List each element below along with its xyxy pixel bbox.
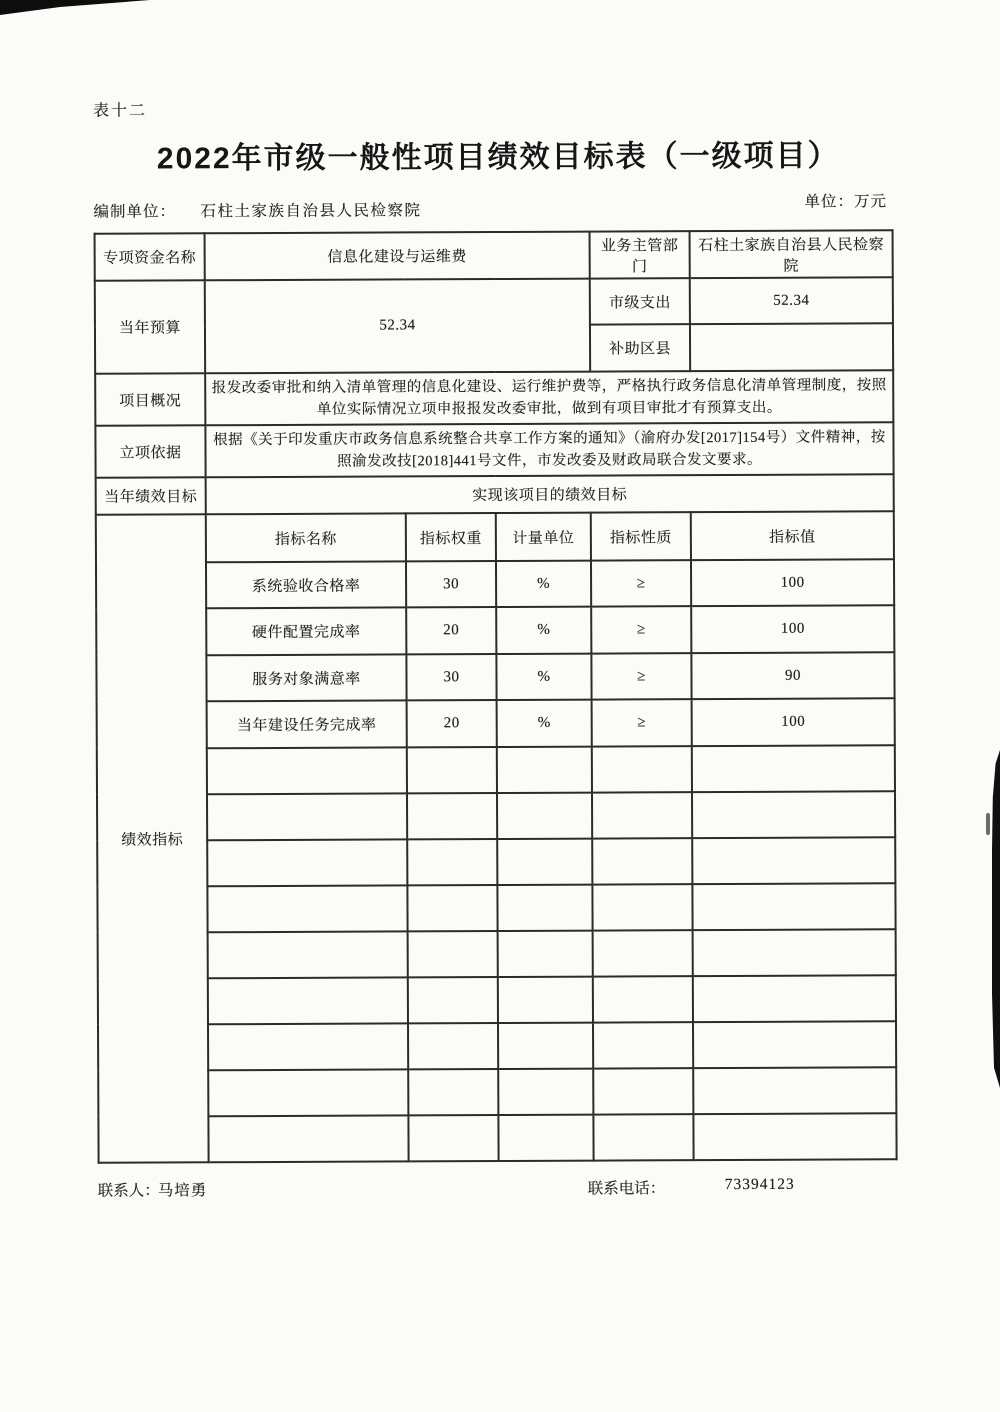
indicator-nature: ≥ <box>591 653 691 699</box>
empty-cell <box>408 931 498 977</box>
overview-text-cell: 报发改委审批和纳入清单管理的信息化建设、运行维护费等，严格执行政务信息化清单管理制度，按照单位实际情况立项申报报发改委审批，做到有项目审批才有预算支出。 <box>205 370 893 425</box>
indicator-name: 服务对象满意率 <box>206 654 406 701</box>
empty-cell <box>208 1023 408 1070</box>
empty-cell <box>593 1022 693 1068</box>
empty-cell <box>693 1113 896 1160</box>
unit-label: 单位：万元 <box>804 193 887 211</box>
empty-cell <box>593 976 693 1022</box>
annual-goal-value-cell: 实现该项目的绩效目标 <box>206 474 894 514</box>
indicator-name: 系统验收合格率 <box>206 561 406 608</box>
empty-cell <box>497 793 592 839</box>
page-title: 2022年市级一般性项目绩效目标表（一级项目） <box>156 139 840 176</box>
empty-cell <box>207 839 407 886</box>
indicator-name: 当年建设任务完成率 <box>207 700 407 748</box>
prepared-by-label: 编制单位： <box>93 203 177 221</box>
overview-label-cell: 项目概况 <box>95 373 205 425</box>
indicator-value: 100 <box>691 605 894 653</box>
empty-cell <box>692 883 895 930</box>
basis-row <box>95 422 893 477</box>
subsidy-label-cell: 补助区县 <box>590 324 690 371</box>
empty-indicator-row <box>98 1067 896 1116</box>
empty-cell <box>593 1114 693 1160</box>
empty-cell <box>408 1023 498 1069</box>
empty-cell <box>207 885 407 932</box>
empty-cell <box>497 747 592 793</box>
empty-cell <box>498 1023 593 1069</box>
empty-indicator-row <box>97 883 895 932</box>
empty-cell <box>693 929 896 976</box>
city-expense-label-cell: 市级支出 <box>590 278 690 324</box>
empty-cell <box>407 747 497 793</box>
form-number-label: 表十二 <box>92 102 148 120</box>
indicator-header-nature: 指标性质 <box>591 512 691 560</box>
empty-cell <box>498 977 593 1023</box>
empty-cell <box>692 791 895 838</box>
empty-cell <box>497 885 592 931</box>
empty-indicator-row <box>97 837 895 886</box>
budget-value-cell: 52.34 <box>205 279 590 374</box>
empty-cell <box>693 975 896 1022</box>
empty-indicator-row <box>98 1021 896 1070</box>
indicator-weight: 20 <box>406 607 496 654</box>
indicator-header-name: 指标名称 <box>206 513 406 562</box>
indicator-nature: ≥ <box>591 560 691 606</box>
empty-indicator-row <box>98 975 896 1024</box>
special-fund-row <box>95 230 893 280</box>
empty-cell <box>498 931 593 977</box>
overview-row <box>95 370 893 425</box>
empty-cell <box>592 884 692 930</box>
indicator-nature: ≥ <box>592 699 692 746</box>
empty-cell <box>208 977 408 1024</box>
empty-cell <box>208 1115 408 1162</box>
indicators-label-cell: 绩效指标 <box>96 514 209 1162</box>
empty-indicator-row <box>98 929 896 978</box>
empty-cell <box>407 885 497 931</box>
indicator-unit: % <box>496 654 591 700</box>
indicator-unit: % <box>496 561 591 607</box>
contact-label: 联系人： <box>97 1182 160 1200</box>
empty-cell <box>407 839 497 885</box>
contact-value: 马培勇 <box>157 1182 208 1200</box>
indicator-row <box>96 559 894 608</box>
subsidy-value-cell <box>690 323 893 371</box>
basis-text-cell: 根据《关于印发重庆市政务信息系统整合共享工作方案的通知》（渝府办发[2017]154号）文件精神，按照渝发改技[2018]441号文件，市发改委及财政局联合发文要求。 <box>205 422 893 477</box>
dept-value-cell: 石柱土家族自治县人民检察院 <box>690 230 893 278</box>
indicator-header-row <box>96 511 894 562</box>
empty-indicator-row <box>98 1113 896 1162</box>
indicator-header-value: 指标值 <box>691 511 894 560</box>
empty-cell <box>498 1115 593 1161</box>
special-fund-label-cell: 专项资金名称 <box>95 233 205 280</box>
empty-indicator-row <box>97 791 895 840</box>
empty-cell <box>408 977 498 1023</box>
table-body <box>95 230 897 1162</box>
indicator-unit: % <box>497 700 592 747</box>
performance-target-table <box>94 229 898 1163</box>
dept-label-cell: 业务主管部门 <box>590 231 690 278</box>
empty-cell <box>498 1069 593 1115</box>
empty-cell <box>408 1069 498 1115</box>
footer-contact-line <box>3 1175 1000 1200</box>
empty-cell <box>208 1069 408 1116</box>
empty-cell <box>408 1115 498 1161</box>
phone-label: 联系电话： <box>587 1180 666 1198</box>
empty-indicator-row <box>97 745 895 794</box>
empty-cell <box>692 837 895 884</box>
budget-row <box>95 277 893 326</box>
prepared-by-value: 石柱土家族自治县人民检察院 <box>200 202 422 221</box>
empty-cell <box>693 1067 896 1114</box>
indicator-row <box>96 605 894 655</box>
empty-cell <box>592 792 692 838</box>
city-expense-value-cell: 52.34 <box>690 277 893 324</box>
empty-cell <box>208 931 408 978</box>
indicator-value: 90 <box>691 652 894 699</box>
indicator-header-weight: 指标权重 <box>406 513 496 561</box>
basis-label-cell: 立项依据 <box>95 425 205 477</box>
indicator-nature: ≥ <box>591 606 691 653</box>
empty-cell <box>593 1068 693 1114</box>
indicator-name: 硬件配置完成率 <box>206 607 406 655</box>
annual-goal-label-cell: 当年绩效目标 <box>96 477 206 514</box>
empty-cell <box>692 745 895 792</box>
indicator-weight: 30 <box>406 654 496 700</box>
indicator-value: 100 <box>691 559 894 606</box>
empty-cell <box>693 1021 896 1068</box>
empty-cell <box>407 793 497 839</box>
prepared-by-line <box>0 193 998 221</box>
phone-value: 73394123 <box>724 1175 795 1194</box>
empty-cell <box>593 930 693 976</box>
indicator-weight: 20 <box>407 700 497 747</box>
empty-cell <box>207 747 407 794</box>
special-fund-value-cell: 信息化建设与运维费 <box>205 232 590 281</box>
indicator-row <box>96 652 894 701</box>
empty-cell <box>592 838 692 884</box>
indicator-header-unit: 计量单位 <box>496 513 591 561</box>
indicator-unit: % <box>496 607 591 654</box>
empty-cell <box>207 793 407 840</box>
indicator-value: 100 <box>692 698 895 746</box>
empty-cell <box>497 839 592 885</box>
indicator-weight: 30 <box>406 561 496 607</box>
empty-cell <box>592 746 692 792</box>
indicator-row <box>97 698 895 748</box>
annual-goal-row <box>96 474 894 514</box>
budget-label-cell: 当年预算 <box>95 280 205 373</box>
